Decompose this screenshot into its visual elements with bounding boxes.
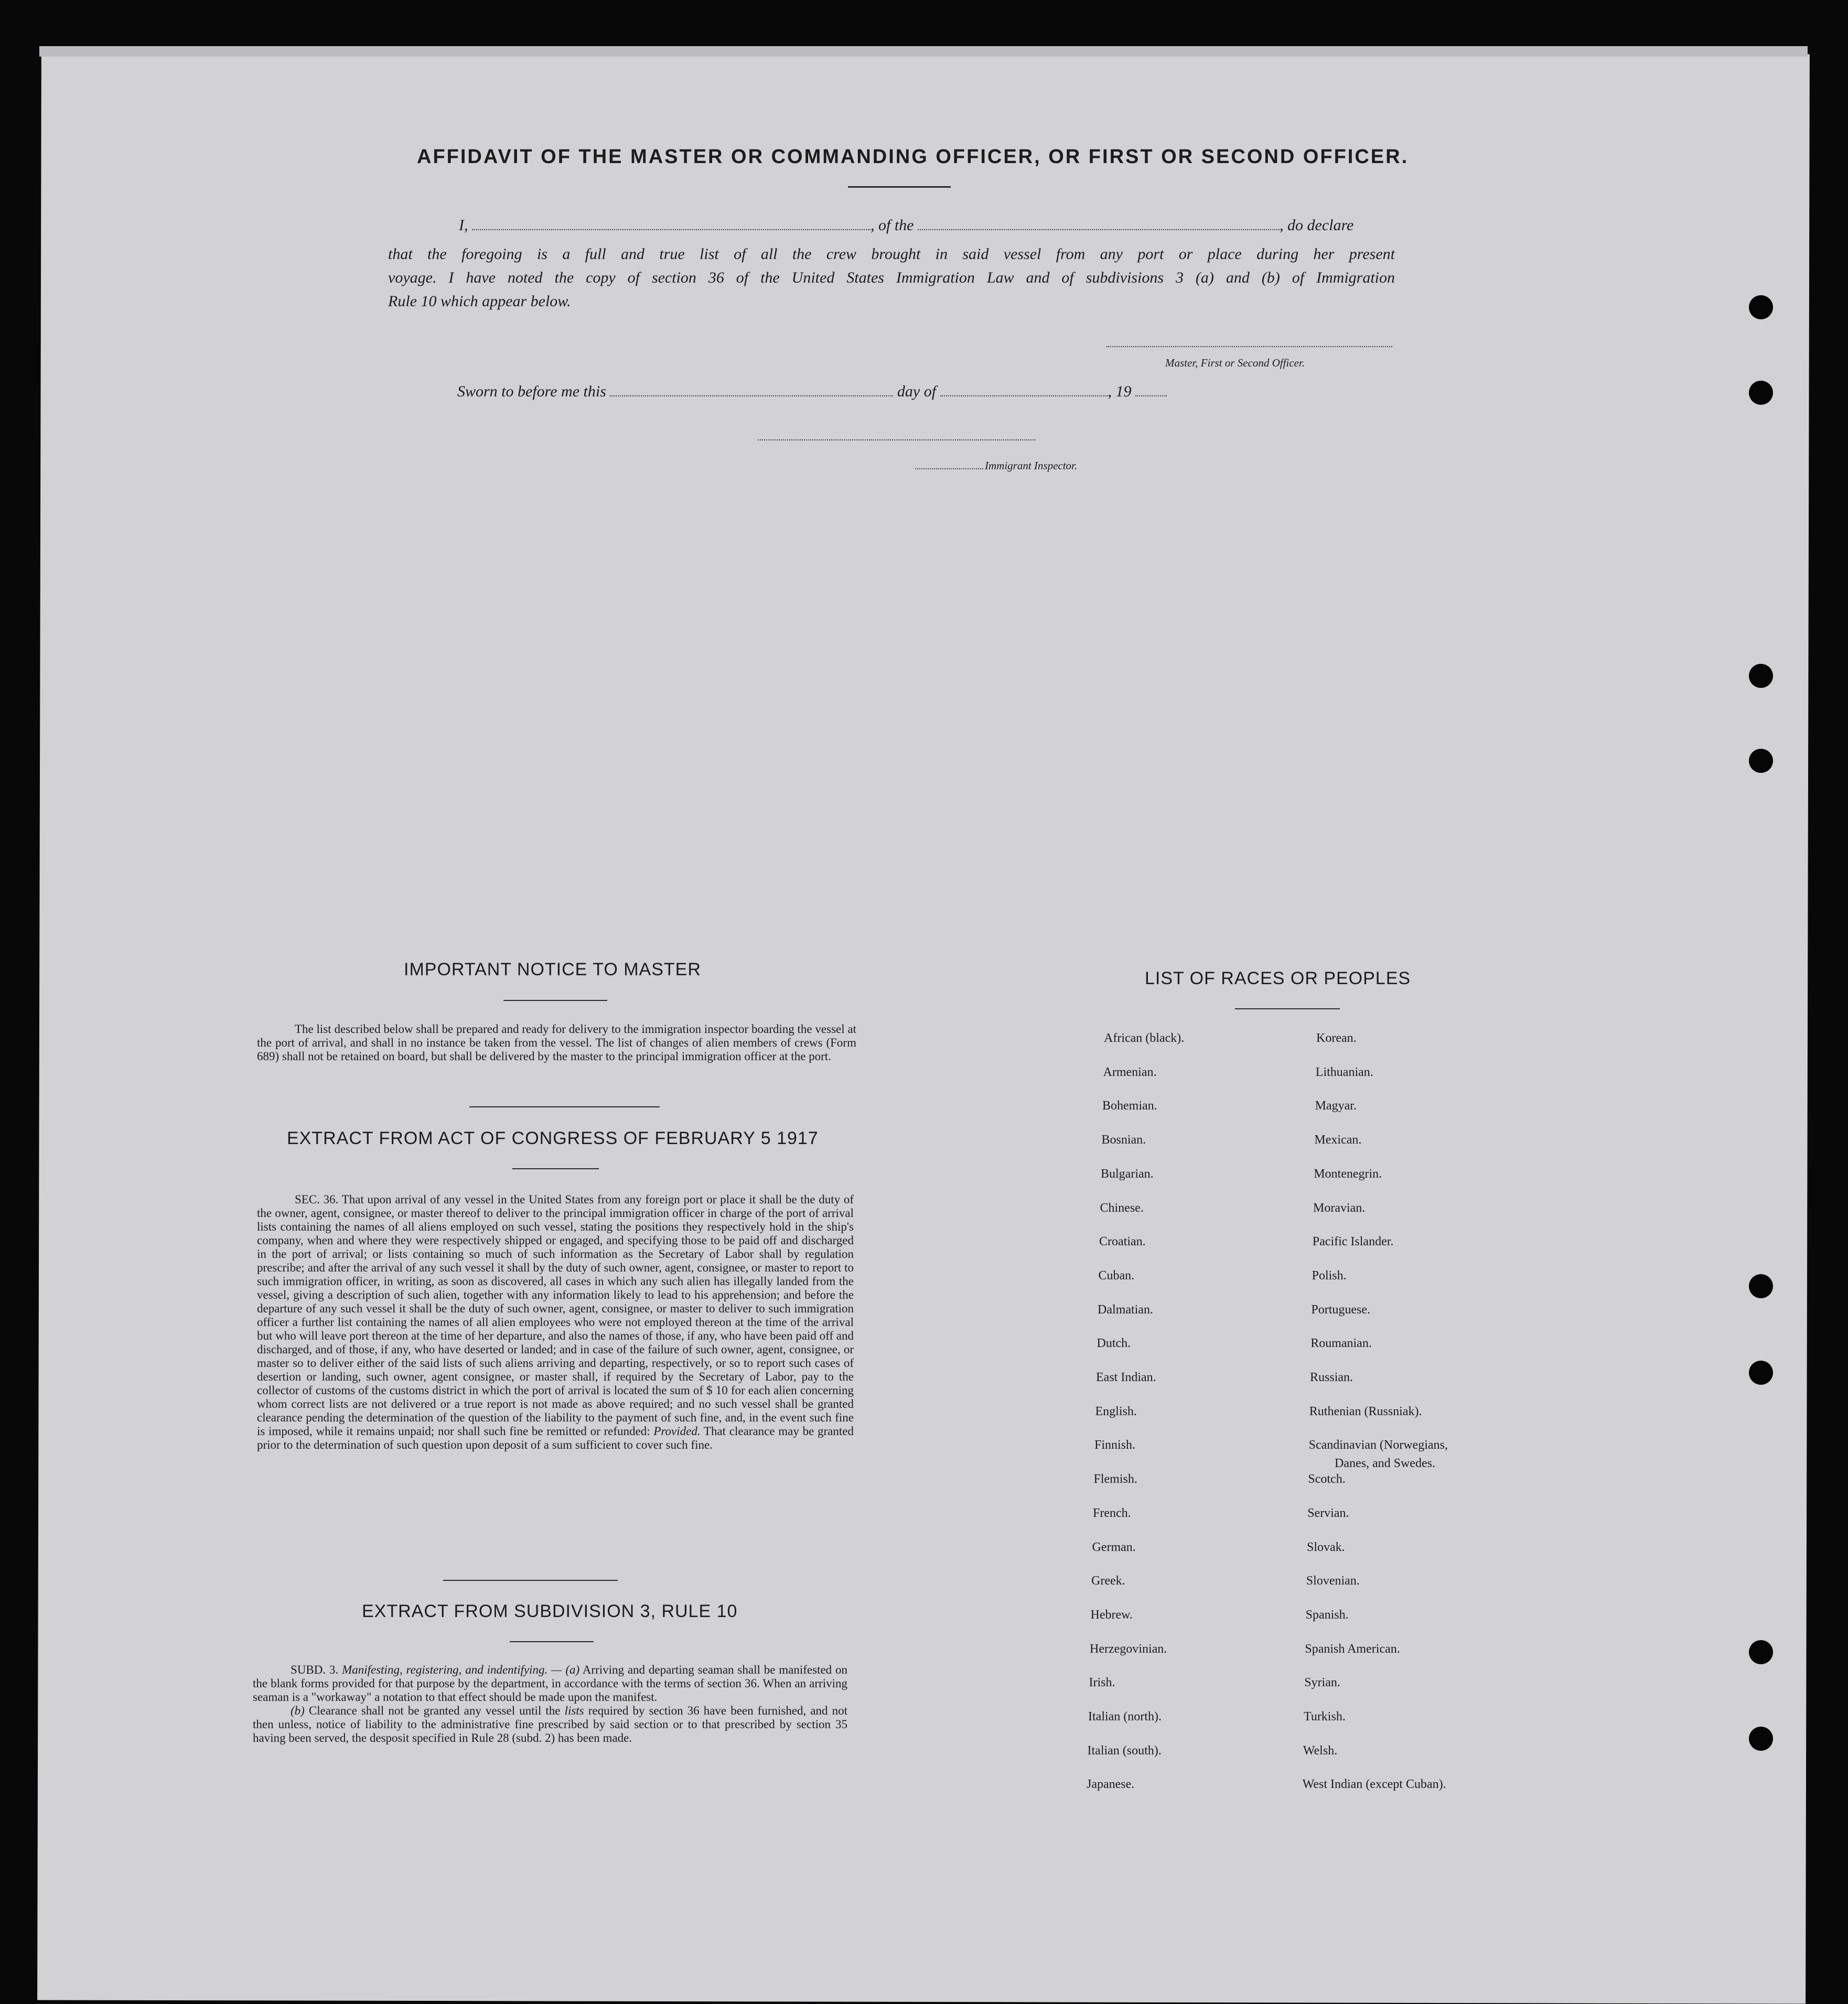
race-item: Bosnian. (1101, 1133, 1146, 1147)
race-item: Polish. (1312, 1268, 1347, 1283)
punch-hole (1749, 1274, 1773, 1298)
rule-extract-underline (510, 1641, 594, 1642)
race-item: Slovenian. (1306, 1574, 1360, 1588)
race-item: Mexican. (1314, 1133, 1362, 1147)
label-of-the: , of the (871, 217, 914, 234)
provided-word: Provided. (653, 1425, 701, 1438)
race-item: Croatian. (1099, 1235, 1146, 1249)
vessel-name-field[interactable] (918, 229, 1280, 230)
officer-signature-label: Master, First or Second Officer. (1165, 357, 1305, 369)
sworn-day-field[interactable] (610, 395, 893, 396)
rule-extract-title: EXTRACT FROM SUBDIVISION 3, RULE 10 (362, 1601, 738, 1621)
subd-heading: Manifesting, registering, and indentifying. — (a) (342, 1663, 580, 1676)
race-item: Scandinavian (Norwegians, (1308, 1438, 1448, 1452)
affidavit-line-2: that the foregoing is a full and true list of all the crew brought in said vessel from any port or place during her present (388, 245, 1395, 263)
rule-extract-text (253, 1663, 847, 1745)
label-do-declare: , do declare (1280, 217, 1354, 234)
notice-title: IMPORTANT NOTICE TO MASTER (404, 960, 701, 979)
act-extract-title: EXTRACT FROM ACT OF CONGRESS OF FEBRUARY 5 1917 (287, 1128, 819, 1148)
subd-text: Arriving and departing seaman shall be manifested on the blank forms provided for that purpose by the department, in accordance with the terms of section 36. When an arriving seaman is a "workaway" a notation to that effect should be made upon the manifest. (253, 1663, 848, 1704)
act-extract-text (257, 1193, 854, 1452)
sworn-month-field[interactable] (940, 395, 1108, 396)
punch-hole (1749, 749, 1773, 773)
punch-hole (1749, 664, 1773, 688)
sworn-day-of: day of (897, 383, 937, 400)
inspector-signature-field[interactable] (758, 439, 1036, 440)
race-item: Bulgarian. (1101, 1167, 1154, 1181)
subd-label: SUBD. 3. (291, 1663, 339, 1676)
b-text-1: Clearance shall not be granted any vessel until the (308, 1704, 561, 1717)
race-item: Italian (north). (1088, 1710, 1162, 1723)
race-item: Turkish. (1304, 1710, 1346, 1723)
punch-hole (1749, 1727, 1773, 1751)
race-item: German. (1092, 1540, 1136, 1554)
sworn-prefix: Sworn to before me this (457, 383, 606, 400)
master-name-field[interactable] (472, 229, 871, 230)
race-item: West Indian (except Cuban). (1302, 1777, 1446, 1792)
race-item: Lithuanian. (1315, 1065, 1373, 1079)
race-item: Italian (south). (1087, 1743, 1162, 1758)
race-item: Japanese. (1087, 1777, 1135, 1792)
b-lists: lists (564, 1704, 584, 1717)
race-item: East Indian. (1096, 1371, 1156, 1384)
affidavit-line-3: voyage. I have noted the copy of section 36 of the United States Immigration Law and of subdivisions 3 (a) and (b) of Immigration (388, 269, 1395, 286)
race-item: Finnish. (1094, 1438, 1136, 1452)
race-item: Cuban. (1098, 1268, 1135, 1283)
affidavit-line-1 (459, 217, 1353, 234)
label-i: I, (459, 217, 468, 234)
race-item: Syrian. (1304, 1676, 1340, 1690)
race-item: Armenian. (1103, 1065, 1157, 1079)
sworn-year: , 19 (1108, 383, 1132, 400)
b-label: (b) (291, 1704, 305, 1717)
notice-text (257, 1022, 856, 1063)
race-item: African (black). (1104, 1031, 1185, 1045)
affidavit-title: AFFIDAVIT OF THE MASTER OR COMMANDING OFFICER, OR FIRST OR SECOND OFFICER. (417, 146, 1409, 168)
race-item: Greek. (1091, 1574, 1125, 1588)
race-item: Hebrew. (1090, 1608, 1133, 1622)
race-item: Korean. (1316, 1031, 1357, 1045)
race-item: Irish. (1089, 1676, 1115, 1690)
sec36-text: SEC. 36. That upon arrival of any vessel in the United States from any foreign port or place it shall be the duty of the owner, agent, consignee, or master thereof to deliver to the principal immigration officer in charge of the port of arrival lists containing the names of all aliens employed on such vessel, stating the positions they respectively hold in the ship's company, when and where they were respectively shipped or engaged, and specifying those to be paid off and discharged in the port of arrival; or lists containing so much of such information as the Secretary of Labor shall by regulation prescribe; and after the arrival of any such vessel it shall by the duty of such owner, agent, consignee, or master to report to such immigration officer, in writing, as soon as discovered, all cases in which any such alien has illegally landed from the vessel, giving a description of such alien, together with any information likely to lead to his apprehension; and before the departure of any such vessel it shall be the duty of such owner, agent, consignee, or master to deliver to such immigration officer a further list containing the names of all alien employees who were not employed thereon at the time of the arrival but who will leave port thereon at the time of her departure, and also the names of those, if any, who have been paid off and discharged, and of those, if any, who have deserted or landed; and in case of the failure of such owner, agent, consignee, or master so to deliver either of the said lists of such aliens arriving and departing, respectively, or so to report such cases of desertion or landing, such owner, agent consignee, or master shall, if required by the Secretary of Labor, pay to the collector of customs of the customs district in which the port of arrival is located the sum of $ 10 for each alien concerning whom correct lists are not delivered or a true report is not made as above required; and no such vessel shall be granted clearance pending the determination of the question of the liability to the payment of such fine, and, in the event such fine is imposed, while it remains unpaid; nor shall such fine be remitted or refunded: (257, 1193, 854, 1438)
race-item: Slovak. (1307, 1540, 1345, 1554)
b-text-2: required by section 36 have been furnished, and not then unless, notice of liability to the administrative fine prescribed by said section or to that prescribed by section 35 having been served, the desposit specified in Rule 28 (subd. 2) has been made. (253, 1704, 848, 1744)
race-item: Herzegovinian. (1090, 1642, 1167, 1656)
divider (443, 1580, 618, 1581)
race-item: Portuguese. (1311, 1302, 1371, 1317)
punch-hole (1749, 381, 1773, 405)
notice-paragraph: The list described below shall be prepared and ready for delivery to the immigration inspector boarding the vessel at the port of arrival, and shall in no instance be taken from the vessel. The list of changes of alien members of crews (Form 689) shall not be retained on board, but shall be delivered by the master to the principal immigration officer at the port. (257, 1022, 856, 1063)
punch-hole (1749, 1361, 1773, 1385)
act-extract-underline (512, 1168, 599, 1169)
race-item: Spanish American. (1305, 1642, 1400, 1656)
race-item: Pacific Islander. (1312, 1235, 1394, 1249)
sec36-text-end: That clearance may be granted prior to the determination of such question upon deposit of a sum sufficient to cover such fine. (257, 1425, 854, 1451)
race-item: English. (1095, 1404, 1137, 1418)
race-item: Chinese. (1100, 1201, 1144, 1215)
divider (469, 1106, 660, 1107)
races-underline (1235, 1008, 1340, 1009)
race-item: Bohemian. (1102, 1099, 1157, 1113)
race-item: Roumanian. (1310, 1337, 1372, 1351)
race-item: Moravian. (1313, 1201, 1366, 1215)
race-item: Flemish. (1093, 1472, 1137, 1486)
notice-underline (503, 1000, 607, 1001)
race-item: Ruthenian (Russniak). (1309, 1404, 1422, 1418)
sworn-year-field[interactable] (1135, 395, 1167, 396)
race-item: Dalmatian. (1098, 1302, 1153, 1317)
race-item: Spanish. (1305, 1608, 1349, 1622)
inspector-label: Immigrant Inspector. (985, 459, 1078, 472)
race-item: Servian. (1307, 1506, 1349, 1520)
title-underline (848, 186, 951, 188)
race-item: Magyar. (1315, 1099, 1357, 1113)
races-title: LIST OF RACES OR PEOPLES (1145, 968, 1411, 988)
race-item: Montenegrin. (1314, 1167, 1382, 1181)
race-item: Welsh. (1303, 1743, 1338, 1758)
affidavit-line-4: Rule 10 which appear below. (388, 293, 571, 310)
punch-hole (1749, 295, 1773, 319)
officer-signature-field[interactable] (1106, 346, 1392, 347)
race-item: French. (1093, 1506, 1131, 1520)
sworn-line (457, 383, 1167, 401)
page-top-edge (39, 46, 1808, 57)
race-item: Scotch. (1308, 1472, 1346, 1486)
inspector-signature-field-2[interactable] (915, 468, 983, 469)
scandinavian-continuation: Danes, and Swedes. (1335, 1457, 1435, 1470)
race-item: Dutch. (1097, 1337, 1131, 1351)
punch-hole (1749, 1640, 1773, 1664)
race-item: Russian. (1310, 1371, 1353, 1384)
